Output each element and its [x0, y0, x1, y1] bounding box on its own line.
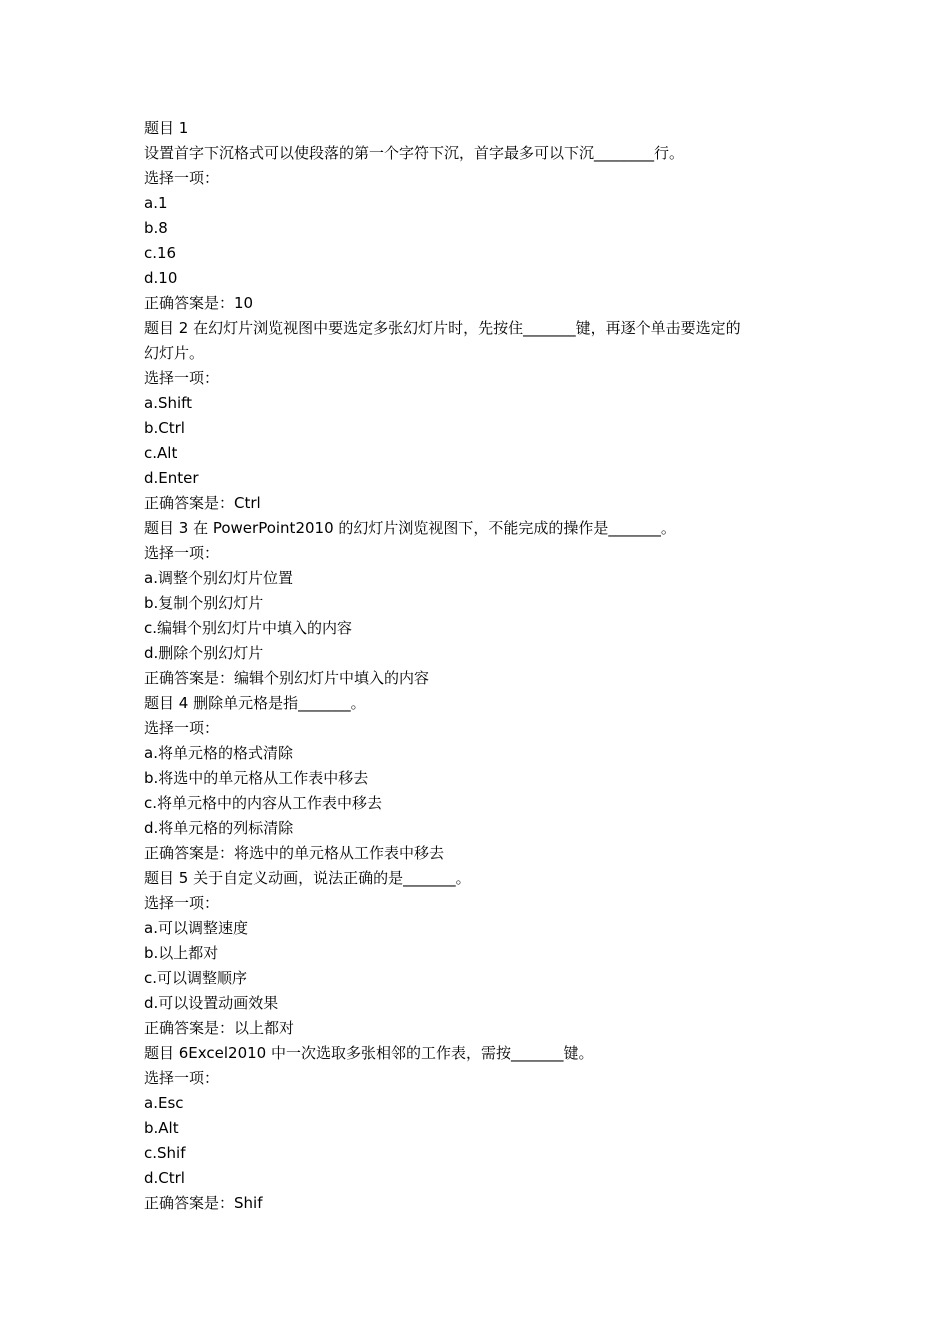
choice-prompt: 选择一项：: [144, 719, 220, 737]
question-stem: 题目 6Excel2010 中一次选取多张相邻的工作表，需按_______键。: [144, 1044, 594, 1062]
option-d: d.将单元格的列标清除: [144, 819, 294, 837]
question-stem-continued: 幻灯片。: [144, 344, 205, 362]
question-1: [144, 116, 814, 316]
option-d: d.删除个别幻灯片: [144, 644, 264, 662]
option-a: a.1: [144, 194, 168, 212]
correct-answer: 正确答案是：Shif: [144, 1194, 263, 1212]
option-d: d.Enter: [144, 469, 199, 487]
option-b: b.Ctrl: [144, 419, 185, 437]
option-b: b.以上都对: [144, 944, 219, 962]
option-b: b.8: [144, 219, 168, 237]
question-stem: 题目 3 在 PowerPoint2010 的幻灯片浏览视图下，不能完成的操作是_______。: [144, 519, 676, 537]
option-a: a.Shift: [144, 394, 193, 412]
choice-prompt: 选择一项：: [144, 369, 220, 387]
question-5: [144, 866, 814, 1041]
option-a: a.可以调整速度: [144, 919, 248, 937]
option-c: c.16: [144, 244, 177, 262]
question-stem: 题目 4 删除单元格是指_______。: [144, 694, 366, 712]
question-title: 题目 1: [144, 119, 189, 137]
choice-prompt: 选择一项：: [144, 894, 220, 912]
correct-answer: 正确答案是：10: [144, 294, 254, 312]
option-c: c.可以调整顺序: [144, 969, 248, 987]
option-d: d.10: [144, 269, 178, 287]
question-4: [144, 691, 814, 866]
correct-answer: 正确答案是：编辑个别幻灯片中填入的内容: [144, 669, 430, 687]
question-6: [144, 1041, 814, 1216]
question-stem: 设置首字下沉格式可以使段落的第一个字符下沉，首字最多可以下沉________行。: [144, 144, 685, 162]
option-a: a.将单元格的格式清除: [144, 744, 293, 762]
question-3: [144, 516, 814, 691]
option-b: b.Alt: [144, 1119, 179, 1137]
option-a: a.调整个别幻灯片位置: [144, 569, 293, 587]
option-a: a.Esc: [144, 1094, 184, 1112]
correct-answer: 正确答案是：将选中的单元格从工作表中移去: [144, 844, 445, 862]
option-c: c.将单元格中的内容从工作表中移去: [144, 794, 383, 812]
option-d: d.可以设置动画效果: [144, 994, 279, 1012]
choice-prompt: 选择一项：: [144, 1069, 220, 1087]
option-c: c.Alt: [144, 444, 178, 462]
option-b: b.复制个别幻灯片: [144, 594, 264, 612]
question-2: [144, 316, 814, 516]
question-stem: 题目 5 关于自定义动画，说法正确的是_______。: [144, 869, 471, 887]
question-stem: 题目 2 在幻灯片浏览视图中要选定多张幻灯片时，先按住_______键，再逐个单击要选定的: [144, 319, 741, 337]
choice-prompt: 选择一项：: [144, 169, 220, 187]
option-c: c.Shif: [144, 1144, 186, 1162]
option-c: c.编辑个别幻灯片中填入的内容: [144, 619, 353, 637]
option-b: b.将选中的单元格从工作表中移去: [144, 769, 369, 787]
option-d: d.Ctrl: [144, 1169, 185, 1187]
document-page: [144, 116, 814, 1216]
choice-prompt: 选择一项：: [144, 544, 220, 562]
correct-answer: 正确答案是：以上都对: [144, 1019, 295, 1037]
correct-answer: 正确答案是：Ctrl: [144, 494, 261, 512]
